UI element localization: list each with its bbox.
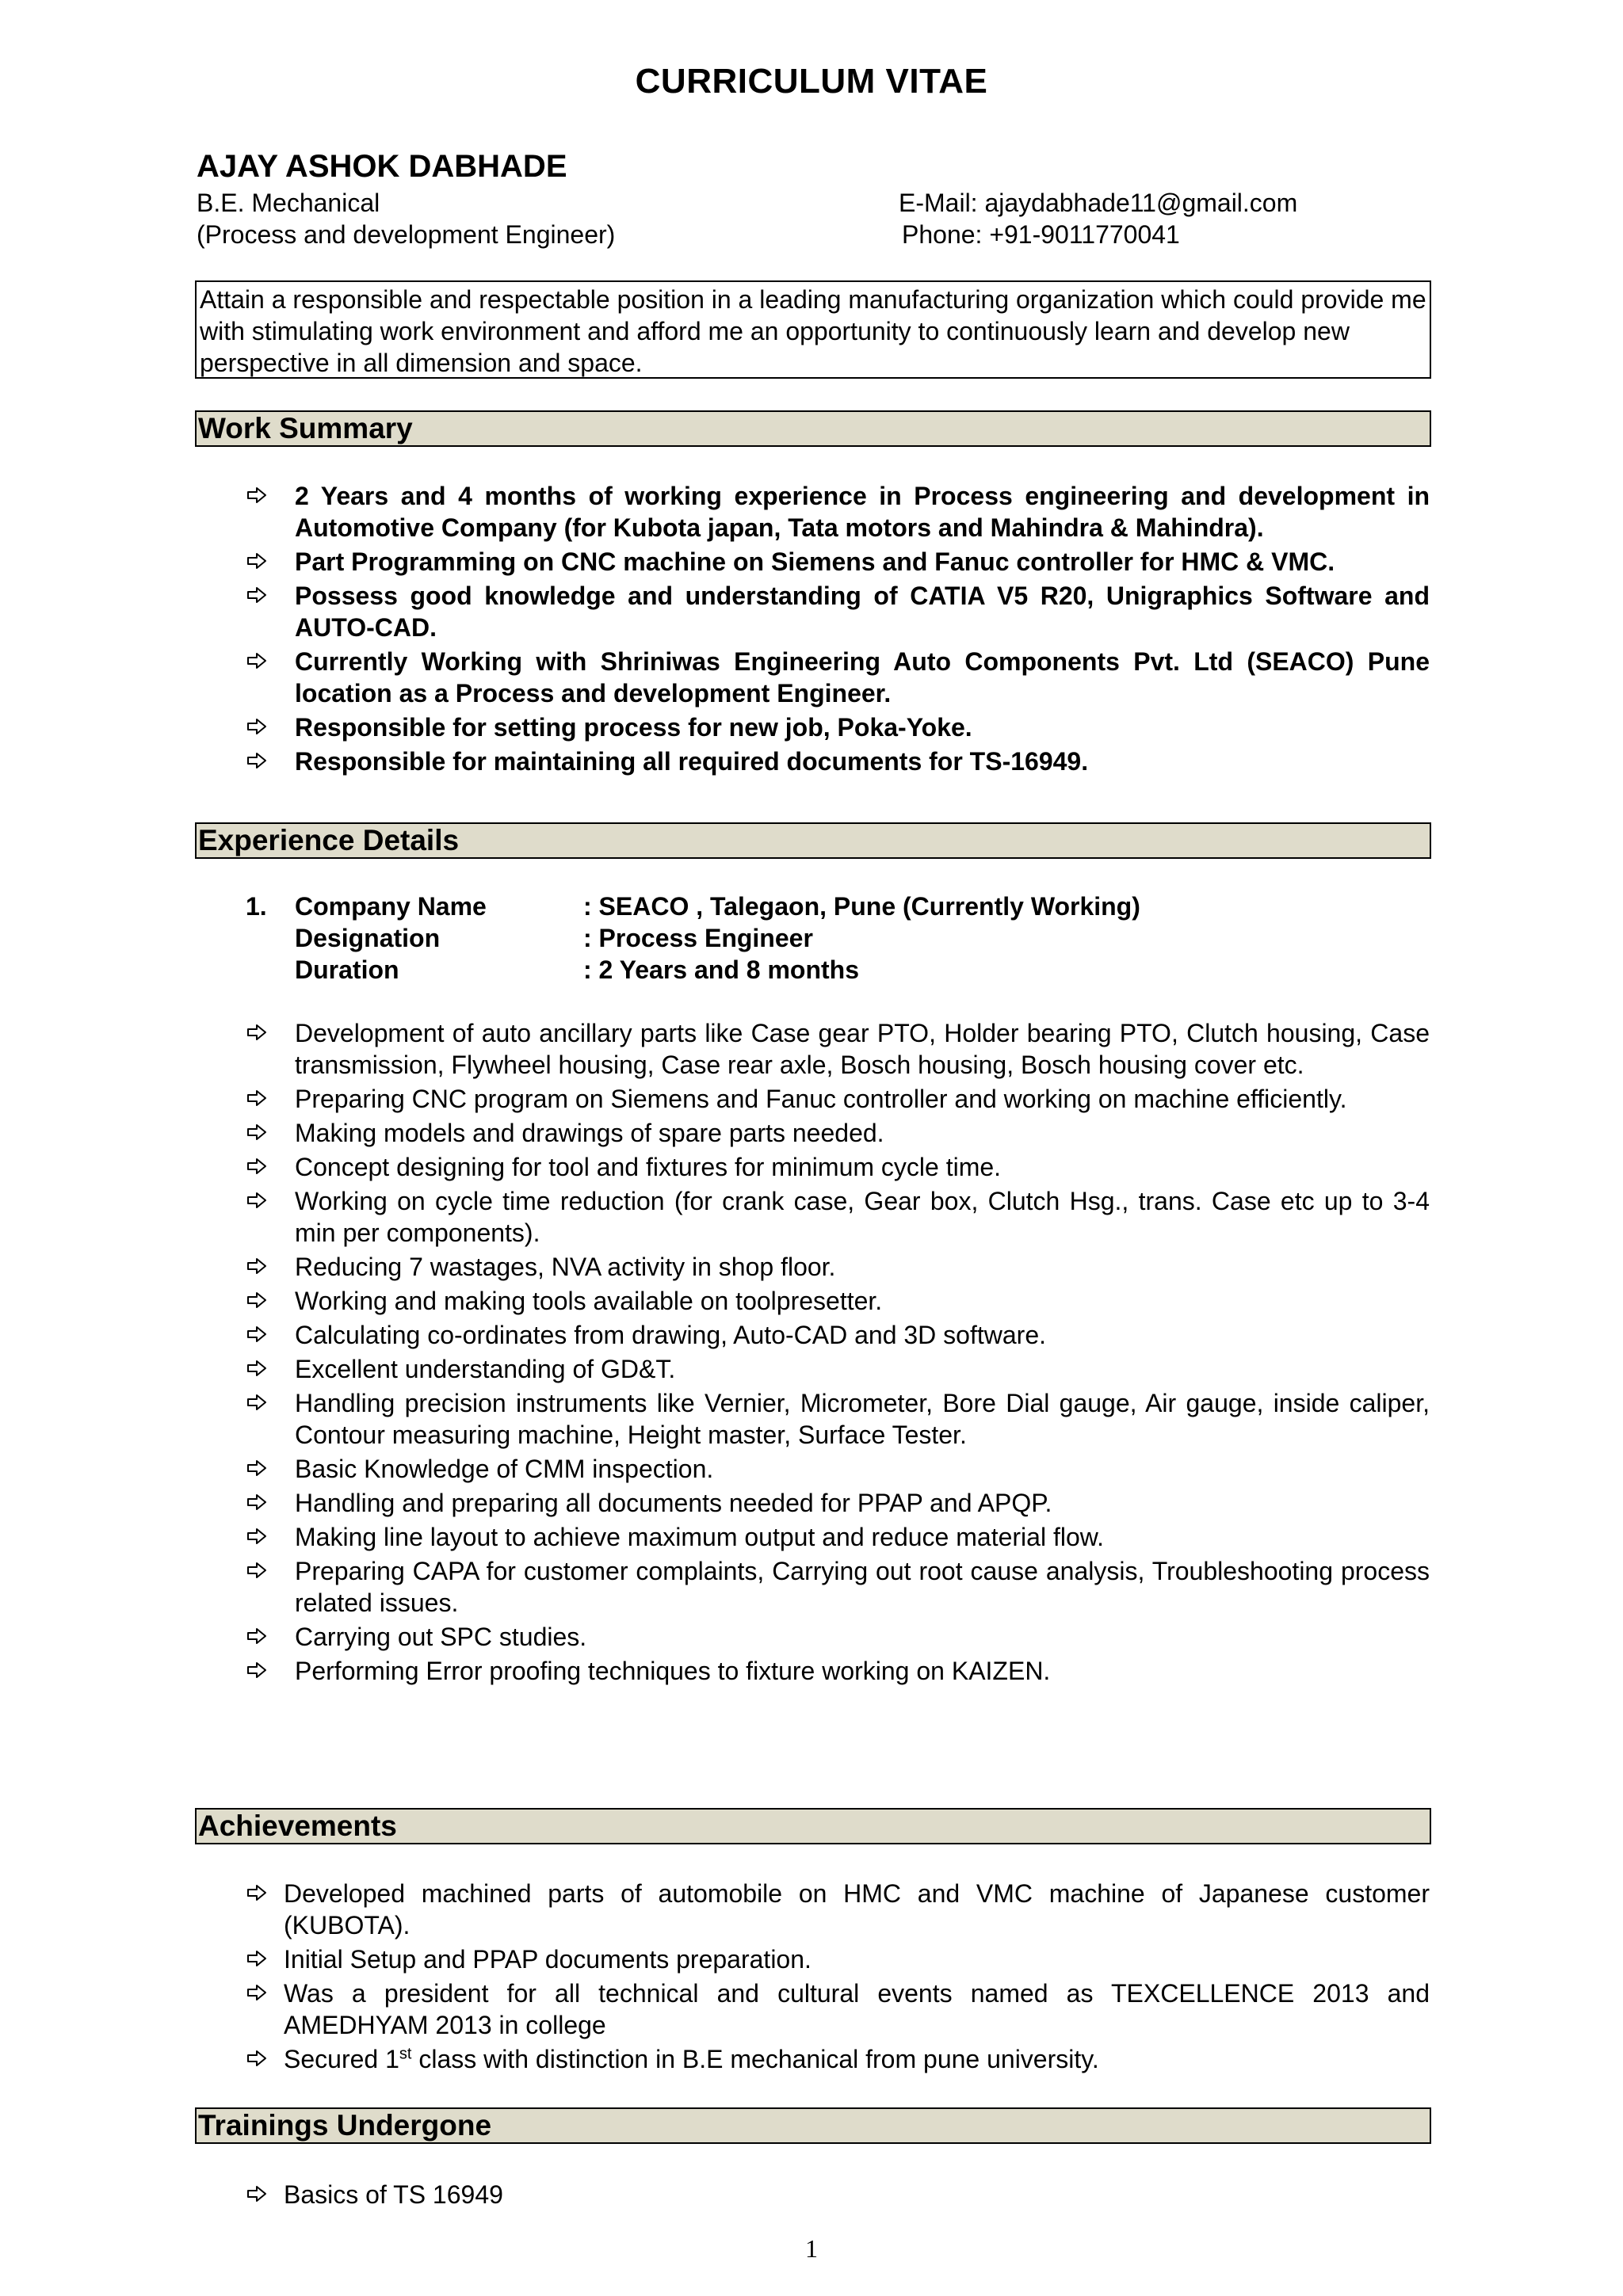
phone: Phone: +91-9011770041 — [902, 220, 1180, 249]
work-summary-list — [246, 480, 1430, 780]
list-item — [246, 580, 1430, 643]
arrow-bullet-icon — [246, 2183, 268, 2205]
arrow-bullet-icon — [246, 1457, 268, 1479]
arrow-bullet-icon — [246, 1255, 268, 1277]
list-item-text: Working and making tools available on toolpresetter. — [295, 1287, 883, 1315]
list-item — [246, 1621, 1430, 1653]
list-item — [246, 1387, 1430, 1451]
list-item-text: Was a president for all technical and cultural events named as TEXCELLENCE 2013 and AMEDHYAM 2013 in college — [284, 1979, 1430, 2039]
list-item — [246, 1251, 1430, 1283]
arrow-bullet-icon — [246, 715, 268, 738]
contact-left — [197, 187, 615, 250]
list-item-text: Reducing 7 wastages, NVA activity in shop floor. — [295, 1253, 836, 1281]
section-header-achievements: Achievements — [195, 1808, 1431, 1844]
list-item — [246, 1083, 1430, 1115]
designation-value: : Process Engineer — [583, 924, 813, 952]
designation-row — [246, 922, 1140, 954]
list-item — [246, 1285, 1430, 1317]
job-role: (Process and development Engineer) — [197, 220, 616, 249]
list-item-text: 2 Years and 4 months of working experience in Process engineering and development in Automotive Company (for Kubota japan, Tata motors and Mahindra & Mahindra). — [295, 482, 1430, 542]
list-item-text: class with distinction in B.E mechanical from pune university. — [411, 2045, 1099, 2073]
arrow-bullet-icon — [246, 1289, 268, 1311]
list-item-text: Handling precision instruments like Vernier, Micrometer, Bore Dial gauge, Air gauge, inside caliper, Contour measuring machine, Height master, Surface Tester. — [295, 1389, 1430, 1449]
duration-label: Duration — [295, 955, 399, 984]
arrow-bullet-icon — [246, 650, 268, 672]
list-item — [246, 1319, 1430, 1351]
list-item — [246, 1521, 1430, 1553]
arrow-bullet-icon — [246, 584, 268, 606]
list-item-text: Working on cycle time reduction (for crank case, Gear box, Clutch Hsg., trans. Case etc up to 3-4 min per components). — [295, 1187, 1430, 1247]
arrow-bullet-icon — [246, 1659, 268, 1681]
list-item — [246, 1117, 1430, 1149]
page-number: 1 — [805, 2234, 818, 2263]
company-number: 1. — [246, 892, 267, 921]
list-item-text: Development of auto ancillary parts like Case gear PTO, Holder bearing PTO, Clutch housing, Case transmission, Flywheel housing, Case rear axle, Bosch housing, Bosch housing cover etc. — [295, 1019, 1430, 1079]
designation-label: Designation — [295, 924, 441, 952]
objective-box: Attain a responsible and respectable position in a leading manufacturing organization which could provide me with stimulating work environment and afford me an opportunity to continuously learn and develop new perspective in all dimension and space. — [195, 280, 1431, 379]
list-item-text: Preparing CNC program on Siemens and Fanuc controller and working on machine efficiently. — [295, 1085, 1347, 1113]
list-item-text: Initial Setup and PPAP documents preparation. — [284, 1945, 812, 1974]
list-item — [246, 1353, 1430, 1385]
list-item — [246, 1017, 1430, 1081]
list-item — [246, 1978, 1430, 2041]
degree: B.E. Mechanical — [197, 189, 380, 217]
arrow-bullet-icon — [246, 1981, 268, 2004]
list-item — [246, 2179, 1430, 2210]
duration-row — [246, 954, 1140, 986]
company-name-row — [246, 891, 1140, 922]
list-item-text: Currently Working with Shriniwas Engineering Auto Components Pvt. Ltd (SEACO) Pune location as a Process and development Engineer. — [295, 647, 1430, 707]
ordinal-suffix: st — [399, 2045, 412, 2063]
list-item-text: Basics of TS 16949 — [284, 2180, 503, 2209]
list-item — [246, 1151, 1430, 1183]
experience-list — [246, 1017, 1430, 1689]
company-details — [246, 891, 1140, 986]
list-item-text: Handling and preparing all documents needed for PPAP and APQP. — [295, 1489, 1052, 1517]
arrow-bullet-icon — [246, 1189, 268, 1211]
list-item — [246, 1878, 1430, 1941]
list-item-text: Preparing CAPA for customer complaints, Carrying out root cause analysis, Troubleshooting process related issues. — [295, 1557, 1430, 1617]
arrow-bullet-icon — [246, 1021, 268, 1043]
list-item-text: Developed machined parts of automobile on HMC and VMC machine of Japanese customer (KUBOTA). — [284, 1879, 1430, 1939]
achievements-list — [246, 1878, 1430, 2077]
section-header-experience — [195, 822, 1431, 859]
list-item — [246, 1487, 1430, 1519]
section-header-trainings: Trainings Undergone — [195, 2107, 1431, 2144]
arrow-bullet-icon — [246, 2047, 268, 2069]
section-header-work-summary: Work Summary — [195, 410, 1431, 447]
list-item-text: Making models and drawings of spare parts needed. — [295, 1119, 884, 1147]
list-item — [246, 1655, 1430, 1687]
list-item-text: Calculating co-ordinates from drawing, Auto-CAD and 3D software. — [295, 1321, 1046, 1349]
list-item — [246, 1943, 1430, 1975]
candidate-name: AJAY ASHOK DABHADE — [197, 149, 567, 184]
list-item-text: Carrying out SPC studies. — [295, 1623, 587, 1651]
arrow-bullet-icon — [246, 484, 268, 506]
arrow-bullet-icon — [246, 1323, 268, 1345]
company-name-value: : SEACO , Talegaon, Pune (Currently Working) — [583, 892, 1140, 921]
email: E-Mail: ajaydabhade11@gmail.com — [899, 189, 1298, 217]
list-item-text: Making line layout to achieve maximum output and reduce material flow. — [295, 1523, 1104, 1551]
arrow-bullet-icon — [246, 1625, 268, 1647]
arrow-bullet-icon — [246, 1947, 268, 1970]
list-item-text: Excellent understanding of GD&T. — [295, 1355, 676, 1383]
contact-right — [899, 187, 1297, 250]
trainings-list — [246, 2179, 1430, 2213]
arrow-bullet-icon — [246, 1525, 268, 1547]
list-item — [246, 2043, 1430, 2075]
arrow-bullet-icon — [246, 1391, 268, 1413]
arrow-bullet-icon — [246, 1491, 268, 1513]
duration-value: : 2 Years and 8 months — [583, 955, 859, 984]
list-item — [246, 1555, 1430, 1619]
list-item-text: Responsible for maintaining all required documents for TS-16949. — [295, 747, 1089, 776]
section-heading-text: Experience Details — [198, 824, 460, 856]
list-item-text: Concept designing for tool and fixtures for minimum cycle time. — [295, 1153, 1002, 1181]
list-item — [246, 711, 1430, 743]
arrow-bullet-icon — [246, 550, 268, 572]
list-item — [246, 546, 1430, 578]
list-item — [246, 646, 1430, 709]
company-name-label: Company Name — [295, 892, 487, 921]
list-item-text: Responsible for setting process for new job, Poka-Yoke. — [295, 713, 972, 742]
list-item-text: Basic Knowledge of CMM inspection. — [295, 1455, 714, 1483]
list-item — [246, 1185, 1430, 1249]
list-item-text: Possess good knowledge and understanding of CATIA V5 R20, Unigraphics Software and AUTO-CAD. — [295, 582, 1430, 642]
list-item-text: Performing Error proofing techniques to fixture working on KAIZEN. — [295, 1657, 1051, 1685]
list-item — [246, 1453, 1430, 1485]
arrow-bullet-icon — [246, 1087, 268, 1109]
list-item — [246, 746, 1430, 777]
list-item — [246, 480, 1430, 543]
list-item-text: Part Programming on CNC machine on Siemens and Fanuc controller for HMC & VMC. — [295, 547, 1335, 576]
arrow-bullet-icon — [246, 1357, 268, 1379]
arrow-bullet-icon — [246, 1155, 268, 1177]
arrow-bullet-icon — [246, 1121, 268, 1143]
arrow-bullet-icon — [246, 749, 268, 772]
arrow-bullet-icon — [246, 1882, 268, 1904]
arrow-bullet-icon — [246, 1559, 268, 1581]
list-item-text: Secured 1 — [284, 2045, 399, 2073]
document-title: CURRICULUM VITAE — [635, 62, 988, 101]
